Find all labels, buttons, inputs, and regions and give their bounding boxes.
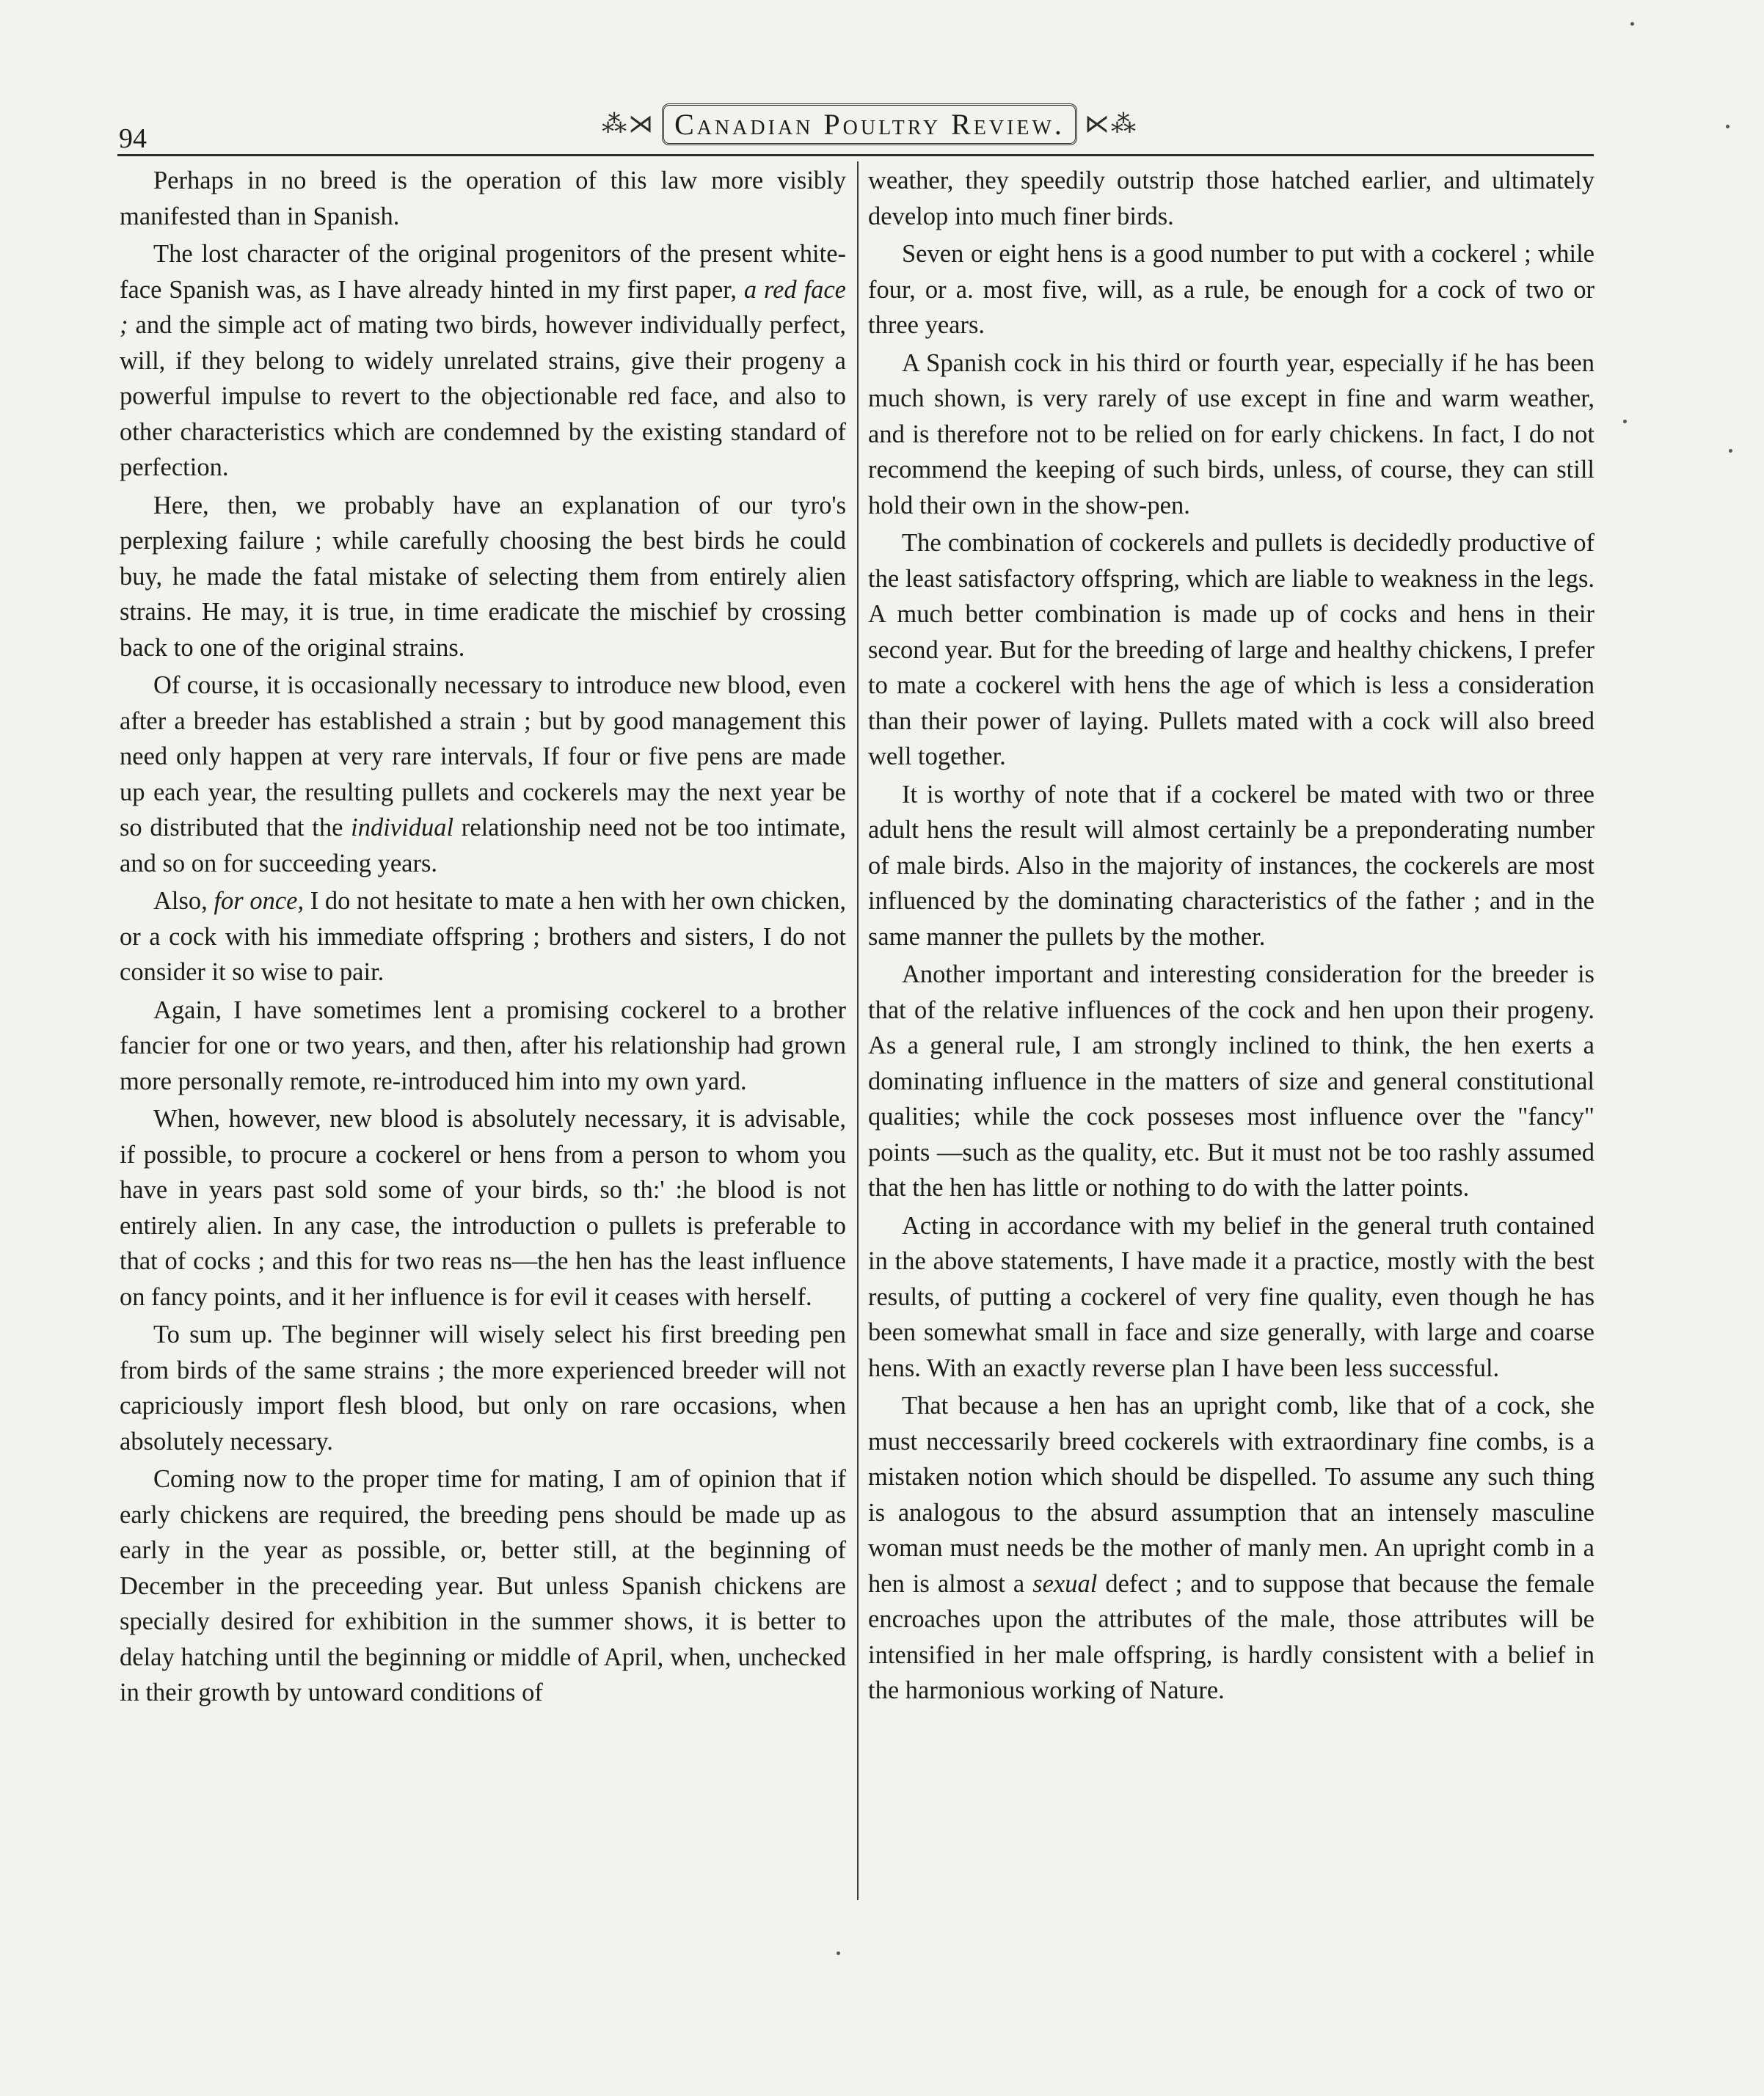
- right-column-paragraph: It is worthy of note that if a cockerel be mated with two or three adult hens the result will almost certainly be a preponderating number of male birds. Also in the majority of instances, the cockerels are most influenced by the dominating characteristics of the father ; and in the same manner the pullets by the mother.: [868, 780, 1594, 951]
- left-column-paragraph: To sum up. The beginner will wisely select his first breeding pen from birds of the same strains ; the more experienced breeder will not capriciously import flesh blood, but only on rare occasions, when absolutely necessary.: [120, 1321, 846, 1456]
- right-column-paragraph: [868, 1388, 1594, 1709]
- paragraph-text: The lost character of the original progenitors of the present white-face Spanish was, as I have already hinted in my first paper,: [120, 240, 846, 304]
- column-divider: [857, 161, 859, 1900]
- right-column-paragraph: The combination of cockerels and pullets is decidedly productive of the least satisfactory offspring, which are liable to weakness in the legs. A much better combination is made up of cocks and hens in their second year. But for the breeding of large and healthy chickens, I prefer to mate a cockerel with hens the age of which is less a consideration than their power of laying. Pullets mated with a cock will also breed well together.: [868, 529, 1594, 770]
- left-column-paragraph: Again, I have sometimes lent a promising cockerel to a brother fancier for one or two years, and then, after his relationship had grown more personally remote, re-introduced him into my own yard.: [120, 996, 846, 1095]
- paragraph-text: Also,: [153, 887, 214, 915]
- paragraph-text: relationship need not be too intimate, and so on for succeeding years.: [120, 814, 846, 877]
- left-column-paragraph: Coming now to the proper time for mating, I am of opinion that if early chickens are required, the breeding pens should be made up as early in the year as possible, or, better still, at the beginning of December in the preceeding year. But unless Spanish chickens are specially desired for exhibition in the summer shows, it is better to delay hatching until the beginning or middle of April, when, unchecked in their growth by untoward conditions of: [120, 1465, 846, 1706]
- left-column-paragraph: [120, 236, 846, 486]
- left-column-paragraph: Perhaps in no breed is the operation of this law more visibly manifested than in Spanish.: [120, 167, 846, 230]
- right-column-paragraph: Seven or eight hens is a good number to put with a cockerel ; while four, or a. most five, will, as a rule, be enough for a cock of two or three years.: [868, 240, 1594, 339]
- margin-speck: [837, 1951, 840, 1955]
- masthead: [598, 94, 1141, 154]
- margin-speck: [1726, 125, 1730, 128]
- paragraph-text: That because a hen has an upright comb, like that of a cock, she must neccessarily breed cockerels with extraordinary fine combs, is a mistaken notion which should be dispelled. To assume any such thing is analogous to the absurd assumption that an intensely masculine woman must needs be the mother of manly men. An upright comb in a hen is almost a: [868, 1392, 1594, 1598]
- margin-speck: [1623, 420, 1627, 423]
- masthead-title: Canadian Poultry Review.: [662, 103, 1077, 145]
- right-column: [868, 163, 1594, 1909]
- emphasis-text: individual: [351, 814, 454, 841]
- page-number: 94: [119, 123, 147, 154]
- masthead-ornament-right: ⋉⁂: [1084, 111, 1137, 138]
- header-rule: [117, 154, 1594, 156]
- left-column-paragraph: [120, 883, 846, 990]
- left-column-paragraph: Here, then, we probably have an explanation of our tyro's perplexing failure ; while carefully choosing the best birds he could buy, he made the fatal mistake of selecting them from entirely alien strains. He may, it is true, in time eradicate the mischief by crossing back to one of the original strains.: [120, 491, 846, 662]
- margin-speck: [1729, 449, 1732, 453]
- emphasis-text: for once,: [214, 887, 305, 915]
- paragraph-text: and the simple act of mating two birds, however individually perfect, will, if they belong to widely unrelated strains, give their progeny a powerful impulse to revert to the objectionable red face, and also to other characteristics which are condemned by the existing standard of perfection.: [120, 311, 846, 481]
- masthead-ornament-left: ⁂⋊: [602, 111, 655, 138]
- paragraph-text: defect ; and to suppose that because the female encroaches upon the attributes of the male, those attributes will be intensified in her male offspring, is hardly consistent with a belief in the harmonious working of Nature.: [868, 1569, 1594, 1704]
- margin-speck: [1630, 22, 1634, 26]
- left-column-paragraph: When, however, new blood is absolutely necessary, it is advisable, if possible, to procure a cockerel or hens from a person to whom you have in years past sold some of your birds, so th:' :he blood is not entirely alien. In any case, the introduction o pullets is preferable to that of cocks ; and this for two reas ns—the hen has the least influence on fancy points, and it her influence is for evil it ceases with herself.: [120, 1105, 846, 1311]
- paragraph-text: Of course, it is occasionally necessary to introduce new blood, even after a breeder has established a strain ; but by good management this need only happen at very rare intervals, If four or five pens are made up each year, the resulting pullets and cockerels may the next year be so distributed that the: [120, 671, 846, 841]
- right-column-paragraph: Another important and interesting consideration for the breeder is that of the relative influences of the cock and hen upon their progeny. As a general rule, I am strongly inclined to think, the hen exerts a dominating influence in the matters of size and general constitutional qualities; while the cock posseses most influence over the "fancy" points —such as the quality, etc. But it must not be too rashly assumed that the hen has little or nothing to do with the latter points.: [868, 960, 1594, 1202]
- emphasis-text: sexual: [1032, 1569, 1098, 1598]
- right-column-paragraph: A Spanish cock in his third or fourth year, especially if he has been much shown, is very rarely of use except in fine and warm weather, and is therefore not to be relied on for early chickens. In fact, I do not recommend the keeping of such birds, unless, of course, they can still hold their own in the show-pen.: [868, 348, 1594, 519]
- left-column: [120, 163, 846, 1909]
- right-column-paragraph: weather, they speedily outstrip those hatched earlier, and ultimately develop into much finer birds.: [868, 167, 1594, 230]
- left-column-paragraph: [120, 668, 846, 881]
- paragraph-text: I do not hesitate to mate a hen with her own chicken, or a cock with his immediate offspring ; brothers and sisters, I do not consider it so wise to pair.: [120, 887, 846, 986]
- emphasis-text: a red face ;: [120, 275, 846, 339]
- right-column-paragraph: Acting in accordance with my belief in the general truth contained in the above statements, I have made it a practice, mostly with the best results, of putting a cockerel of very fine quality, even though he has been somewhat small in face and size generally, with large and coarse hens. With an exactly reverse plan I have been less successful.: [868, 1211, 1594, 1382]
